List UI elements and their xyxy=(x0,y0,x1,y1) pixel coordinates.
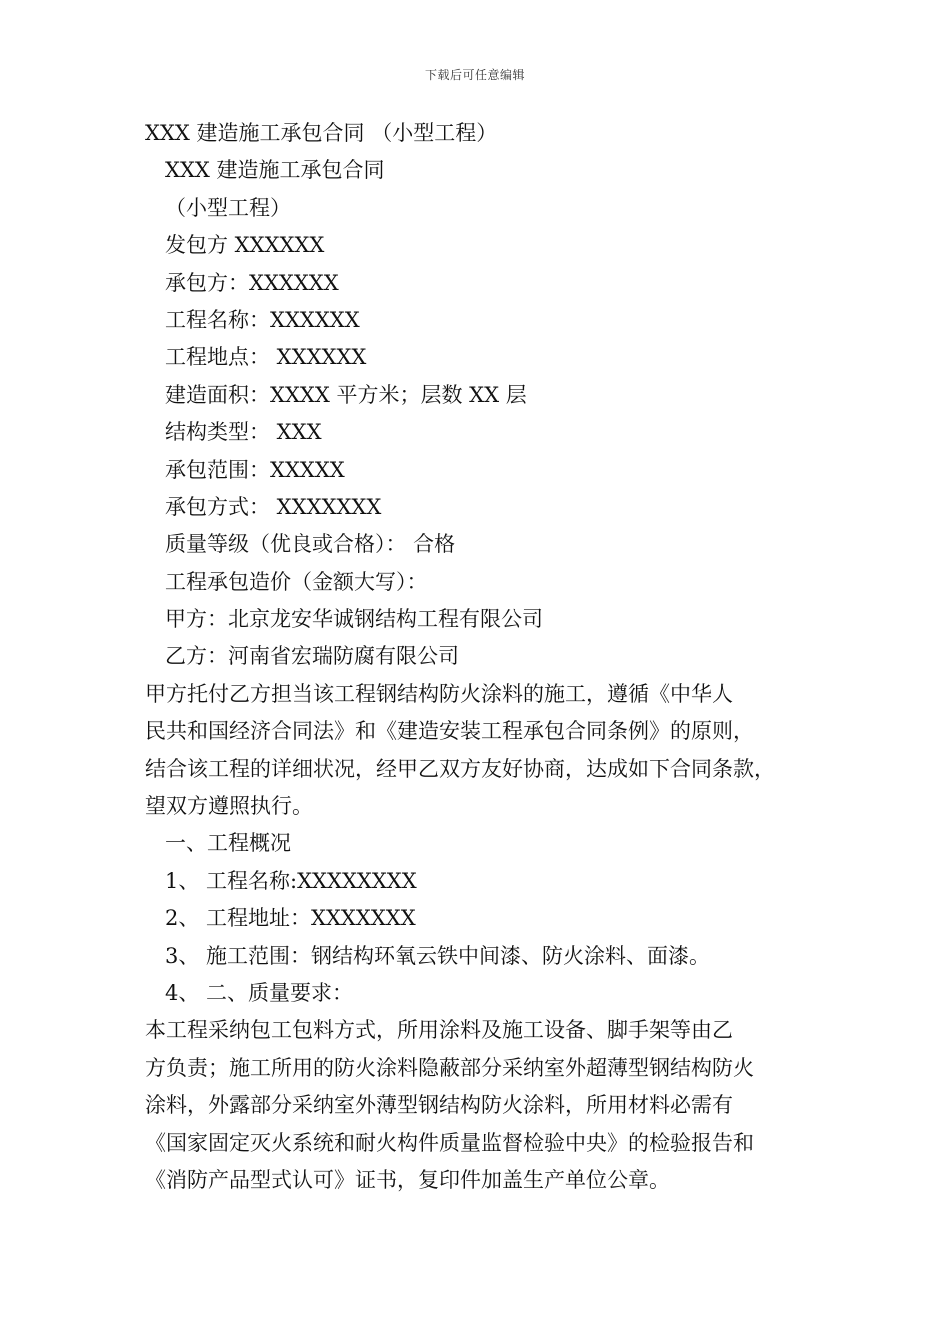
section-heading: 一、工程概况 xyxy=(165,831,291,856)
list-item: 3、 施工范围：钢结构环氧云铁中间漆、防火涂料、面漆。 xyxy=(165,943,711,968)
field-line: 质量等级（优良或合格）： 合格 xyxy=(165,532,456,557)
document-subtitle: （小型工程） xyxy=(165,195,291,220)
field-line: 建造面积：XXXX 平方米；层数 XX 层 xyxy=(165,382,527,407)
body-paragraph-line: 涂料，外露部分采纳室外薄型钢结构防火涂料，所用材料必需有 xyxy=(145,1093,733,1118)
list-item: 4、 二、质量要求： xyxy=(165,980,354,1005)
body-paragraph-line: 方负责；施工所用的防火涂料隐蔽部分采纳室外超薄型钢结构防火 xyxy=(145,1055,754,1080)
intro-paragraph-line: 甲方托付乙方担当该工程钢结构防火涂料的施工，遵循《中华人 xyxy=(145,681,733,706)
field-line: 承包方：XXXXXX xyxy=(165,270,339,295)
contract-document xyxy=(145,115,825,1199)
document-title-full: XXX 建造施工承包合同 （小型工程） xyxy=(145,121,498,145)
field-line: 承包方式： XXXXXXX xyxy=(165,494,382,519)
field-line: 发包方 XXXXXX xyxy=(165,233,325,258)
intro-paragraph-line: 民共和国经济合同法》和《建造安装工程承包合同条例》的原则， xyxy=(145,719,754,744)
body-paragraph-line: 《国家固定灭火系统和耐火构件质量监督检验中央》的检验报告和 xyxy=(145,1130,754,1155)
list-item: 1、 工程名称:XXXXXXXX xyxy=(165,868,417,893)
document-title: XXX 建造施工承包合同 xyxy=(165,158,385,183)
party-a-line: 甲方：北京龙安华诚钢结构工程有限公司 xyxy=(165,607,543,632)
intro-paragraph-line: 结合该工程的详细状况，经甲乙双方友好协商，达成如下合同条款， xyxy=(145,756,775,781)
page-header-note: 下载后可任意编辑 xyxy=(424,68,525,82)
body-paragraph-line: 本工程采纳包工包料方式，所用涂料及施工设备、脚手架等由乙 xyxy=(145,1018,733,1043)
field-line: 工程名称：XXXXXX xyxy=(165,307,360,332)
intro-paragraph-line: 望双方遵照执行。 xyxy=(145,794,313,819)
field-line: 承包范围：XXXXX xyxy=(165,457,345,482)
list-item: 2、 工程地址：XXXXXXX xyxy=(165,906,416,931)
field-line: 工程地点： XXXXXX xyxy=(165,345,367,370)
party-b-line: 乙方：河南省宏瑞防腐有限公司 xyxy=(165,644,459,669)
field-line: 工程承包造价（金额大写）： xyxy=(165,569,428,594)
body-paragraph-line: 《消防产品型式认可》证书，复印件加盖生产单位公章。 xyxy=(145,1167,670,1192)
field-line: 结构类型： XXX xyxy=(165,420,322,445)
